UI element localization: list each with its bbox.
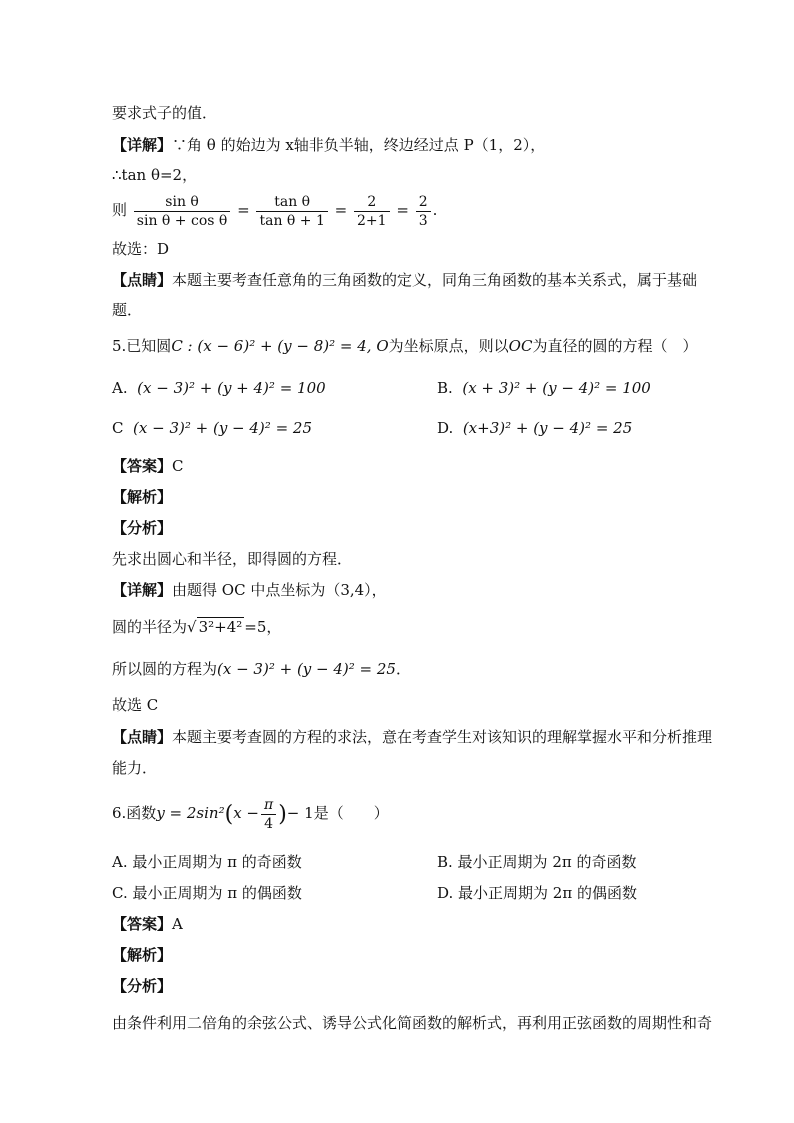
answer-line: 【答案】A [112, 915, 183, 933]
fraction: $\frac{2}{2+1}$ [354, 193, 390, 230]
text-line: 【点睛】本题主要考查任意角的三角函数的定义，同角三角函数的基本关系式，属于基础 [112, 271, 698, 289]
answer-line: 【答案】C [112, 457, 184, 475]
text-line: 【详解】由题得 OC 中点坐标为（3,4）， [112, 581, 387, 599]
text-line: 故选 C [112, 696, 159, 714]
text-line: 题． [112, 301, 143, 319]
option-b: B. 最小正周期为 2π 的奇函数 [437, 853, 637, 871]
analysis-heading: 【分析】 [112, 519, 173, 537]
fraction: $\frac{2}{3}$ [416, 193, 431, 230]
text-line: 【详解】∵角 θ 的始边为 x轴非负半轴，终边经过点 P（1，2）， [112, 136, 546, 154]
text-line: 故选：D [112, 240, 170, 258]
option-d: D. 最小正周期为 2π 的偶函数 [437, 884, 637, 902]
analysis-heading: 【解析】 [112, 488, 173, 506]
question-6: 6.函数y = 2sin²(x − $\frac{\pi}{4}$ )− 1是（ ） [112, 796, 389, 832]
radius-line: 圆的半径为√ 3²+4² =5， [112, 618, 282, 636]
option-d: D. (x+3)² + (y − 4)² = 25 [437, 419, 633, 437]
section-tag: 【点睛】 [112, 271, 173, 289]
equation-line: 所以圆的方程为(x − 3)² + (y − 4)² = 25． [112, 660, 411, 678]
option-b: B. (x + 3)² + (y − 4)² = 100 [437, 379, 651, 397]
text-line: 【点睛】本题主要考查圆的方程的求法，意在考查学生对该知识的理解掌握水平和分析推理 [112, 728, 713, 746]
text-line: 能力． [112, 759, 158, 777]
text-line: ∴tan θ=2， [112, 166, 198, 184]
analysis-heading: 【解析】 [112, 946, 173, 964]
analysis-heading: 【分析】 [112, 977, 173, 995]
fraction: $\frac{\text{tan θ}}{\text{tan θ + 1}}$ [256, 193, 327, 230]
option-c: C. 最小正周期为 π 的偶函数 [112, 884, 302, 902]
text-line: 由条件利用二倍角的余弦公式、诱导公式化简函数的解析式，再利用正弦函数的周期性和奇 [112, 1014, 713, 1032]
option-a: A. 最小正周期为 π 的奇函数 [112, 853, 302, 871]
question-5: 5.已知圆C : (x − 6)² + (y − 8)² = 4, O为坐标原点，则以OC为直径的圆的方程（ ） [112, 337, 698, 355]
fraction: $\frac{\text{sin θ}}{\text{sin θ + cos θ}}$ [134, 193, 231, 230]
fraction-equation: 则 $\frac{\text{sin θ}}{\text{sin θ + cos θ}}$ = $\frac{\text{tan θ}}{\text{tan θ + 1}}$ = $\frac{2}{2+1}$ = $\frac{2}{3}$ . [112, 193, 438, 229]
section-tag: 【详解】 [112, 136, 173, 154]
text-line: 要求式子的值． [112, 104, 218, 122]
option-c: C (x − 3)² + (y − 4)² = 25 [112, 419, 312, 437]
text-line: 先求出圆心和半径，即得圆的方程． [112, 550, 353, 568]
option-a: A. (x − 3)² + (y + 4)² = 100 [112, 379, 326, 397]
